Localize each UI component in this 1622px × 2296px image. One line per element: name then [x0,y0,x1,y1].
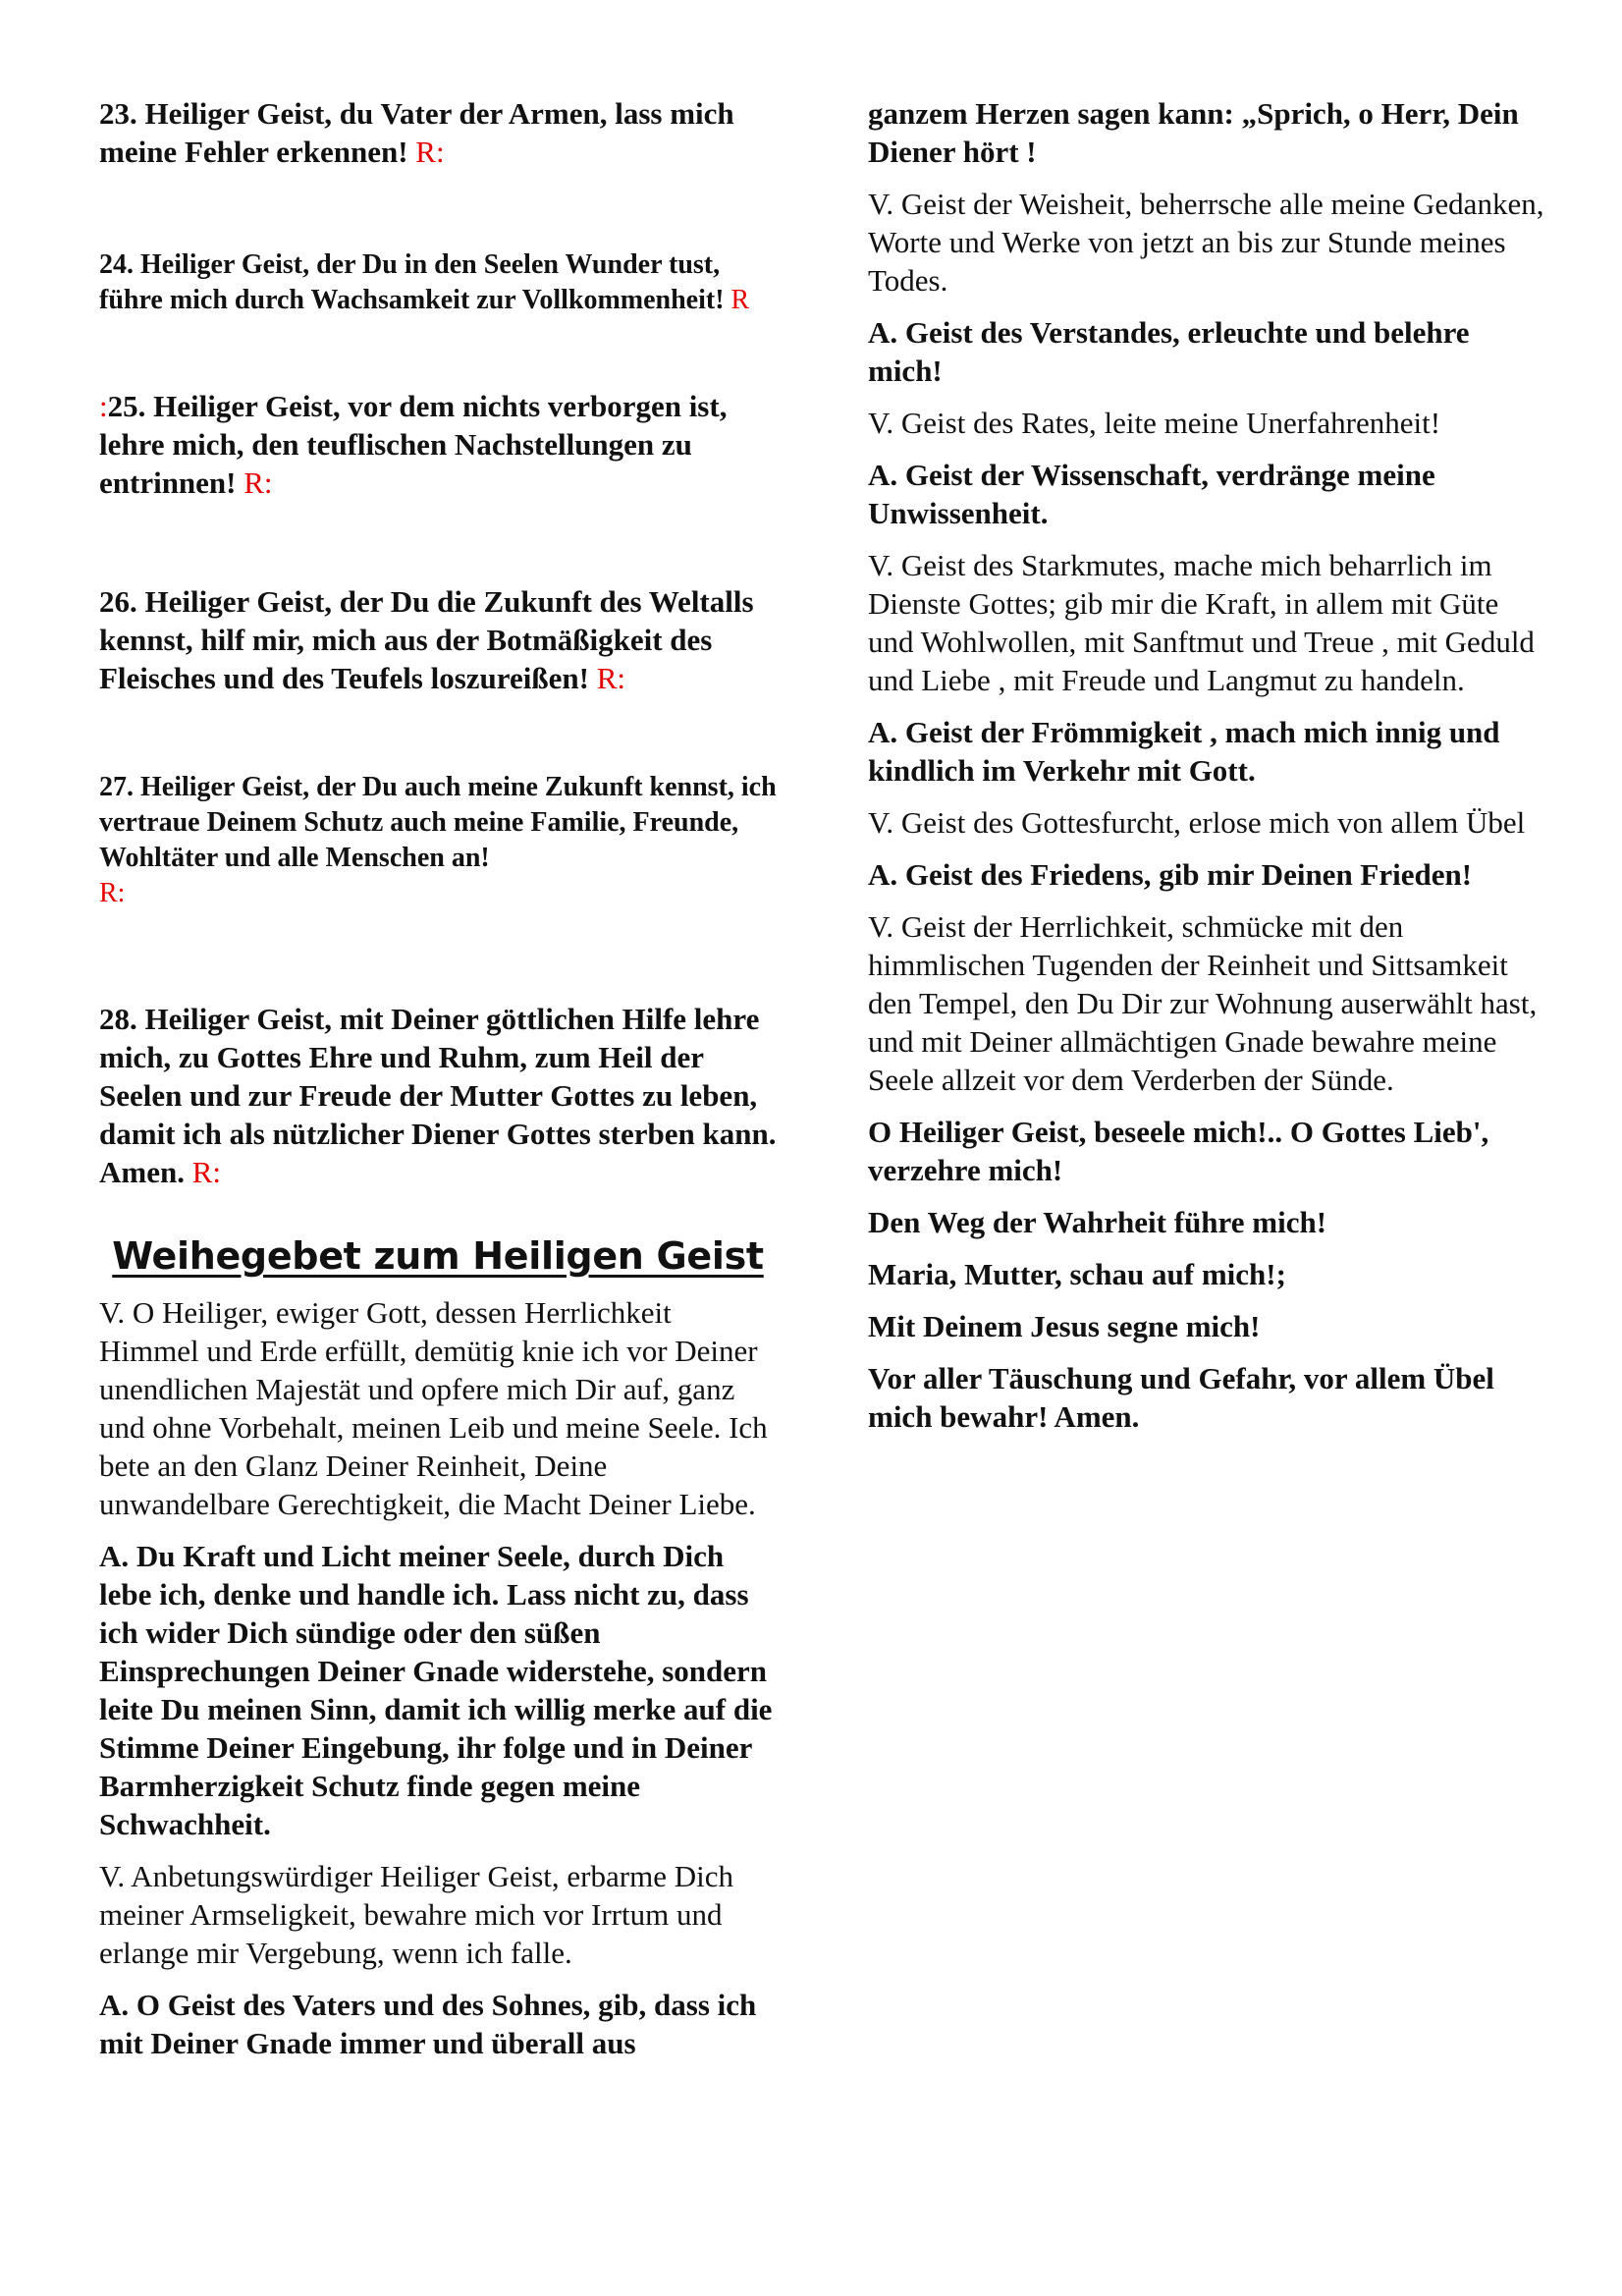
response-marker: R: [236,465,273,500]
versicle-1: V. O Heiliger, ewiger Gott, dessen Herrlichkeit Himmel und Erde erfüllt, demütig knie ich vor Deiner unendlichen Majestät und opfere mich Dir auf, ganz und ohne Vorbehalt, meinen Leib und meine Seele. Ich bete an den Glanz Deiner Reinheit, Deine unwandelbare Gerechtigkeit, die Macht Deiner Liebe. [99,1295,768,1521]
answer-6: A. Geist des Friedens, gib mir Deinen Frieden! [868,857,1473,892]
versicle-6: V. Geist des Gottesfurcht, erlose mich von allem Übel [868,805,1526,840]
prayer-23: 23. Heiliger Geist, du Vater der Armen, lass mich meine Fehler erkennen! R: [99,96,734,169]
versicle-4: V. Geist des Rates, leite meine Unerfahrenheit! [868,406,1441,440]
closing-line-4: Mit Deinem Jesus segne mich! [868,1309,1261,1343]
response-marker: R [724,285,750,315]
versicle-7: V. Geist der Herrlichkeit, schmücke mit den himmlischen Tugenden der Reinheit und Sittsamkeit den Tempel, den Du Dir zur Wohnung auserwählt hast, und mit Deiner allmächtigen Gnade bewahre meine Seele allzeit vor dem Verderben der Sünde. [868,909,1538,1097]
prayer-25: :25. Heiliger Geist, vor dem nichts verborgen ist, lehre mich, den teuflischen Nachstellungen zu entrinnen! R: [99,389,728,500]
prayer-26: 26. Heiliger Geist, der Du die Zukunft des Weltalls kennst, hilf mir, mich aus der Botmäßigkeit des Fleisches und des Teufels loszureißen! R: [99,584,754,695]
closing-line-3: Maria, Mutter, schau auf mich!; [868,1257,1286,1291]
prayer-27: 27. Heiliger Geist, der Du auch meine Zukunft kennst, ich vertraue Deinem Schutz auch meine Familie, Freunde, Wohltäter und alle Menschen an! R: [99,772,777,908]
response-marker: R: [184,1155,222,1189]
answer-3: A. Geist des Verstandes, erleuchte und belehre mich! [868,315,1470,388]
versicle-5: V. Geist des Starkmutes, mache mich beharrlich im Dienste Gottes; gib mir die Kraft, in allem mit Güte und Wohlwollen, mit Sanftmut und Treue , mit Geduld und Liebe , mit Freude und Langmut zu handeln. [868,548,1535,697]
left-column [99,94,777,2062]
answer-5: A. Geist der Frömmigkeit , mach mich innig und kindlich im Verkehr mit Gott. [868,715,1500,788]
versicle-3: V. Geist der Weisheit, beherrsche alle meine Gedanken, Worte und Werke von jetzt an bis zur Stunde meines Todes. [868,187,1544,298]
versicle-2: V. Anbetungswürdiger Heiliger Geist, erbarme Dich meiner Armseligkeit, bewahre mich vor Irrtum und erlange mir Vergebung, wenn ich falle. [99,1859,733,1970]
prayer-28: 28. Heiliger Geist, mit Deiner göttlichen Hilfe lehre mich, zu Gottes Ehre und Ruhm, zum Heil der Seelen und zur Freude der Mutter Gottes zu leben, damit ich als nützlicher Diener Gottes sterben kann. Amen. R: [99,1002,777,1189]
prefix-marker: : [99,389,108,423]
closing-line-2: Den Weg der Wahrheit führe mich! [868,1205,1327,1239]
closing-line-5: Vor aller Täuschung und Gefahr, vor allem Übel mich bewahr! Amen. [868,1361,1494,1434]
answer-4: A. Geist der Wissenschaft, verdränge meine Unwissenheit. [868,458,1435,530]
right-column [868,94,1545,1449]
closing-line-1: O Heiliger Geist, beseele mich!.. O Gottes Lieb', verzehre mich! [868,1115,1489,1187]
section-heading: Weihegebet zum Heiligen Geist [112,1234,764,1278]
response-marker: R: [407,135,445,169]
answer-2: A. O Geist des Vaters und des Sohnes, gib, dass ich mit Deiner Gnade immer und überall aus [99,1988,757,2060]
answer-2-continued: ganzem Herzen sagen kann: „Sprich, o Herr, Dein Diener hört ! [868,96,1519,169]
answer-1: A. Du Kraft und Licht meiner Seele, durch Dich lebe ich, denke und handle ich. Lass nicht zu, dass ich wider Dich sündige oder den süßen Einsprechungen Deiner Gnade widerstehe, sondern leite Du meinen Sinn, damit ich willig merke auf die Stimme Deiner Eingebung, ihr folge und in Deiner Barmherzigkeit Schutz finde gegen meine Schwachheit. [99,1539,773,1841]
response-marker: R: [99,878,126,908]
prayer-24: 24. Heiliger Geist, der Du in den Seelen Wunder tust, führe mich durch Wachsamkeit zur Vollkommenheit! R [99,249,750,315]
response-marker: R: [588,661,625,695]
